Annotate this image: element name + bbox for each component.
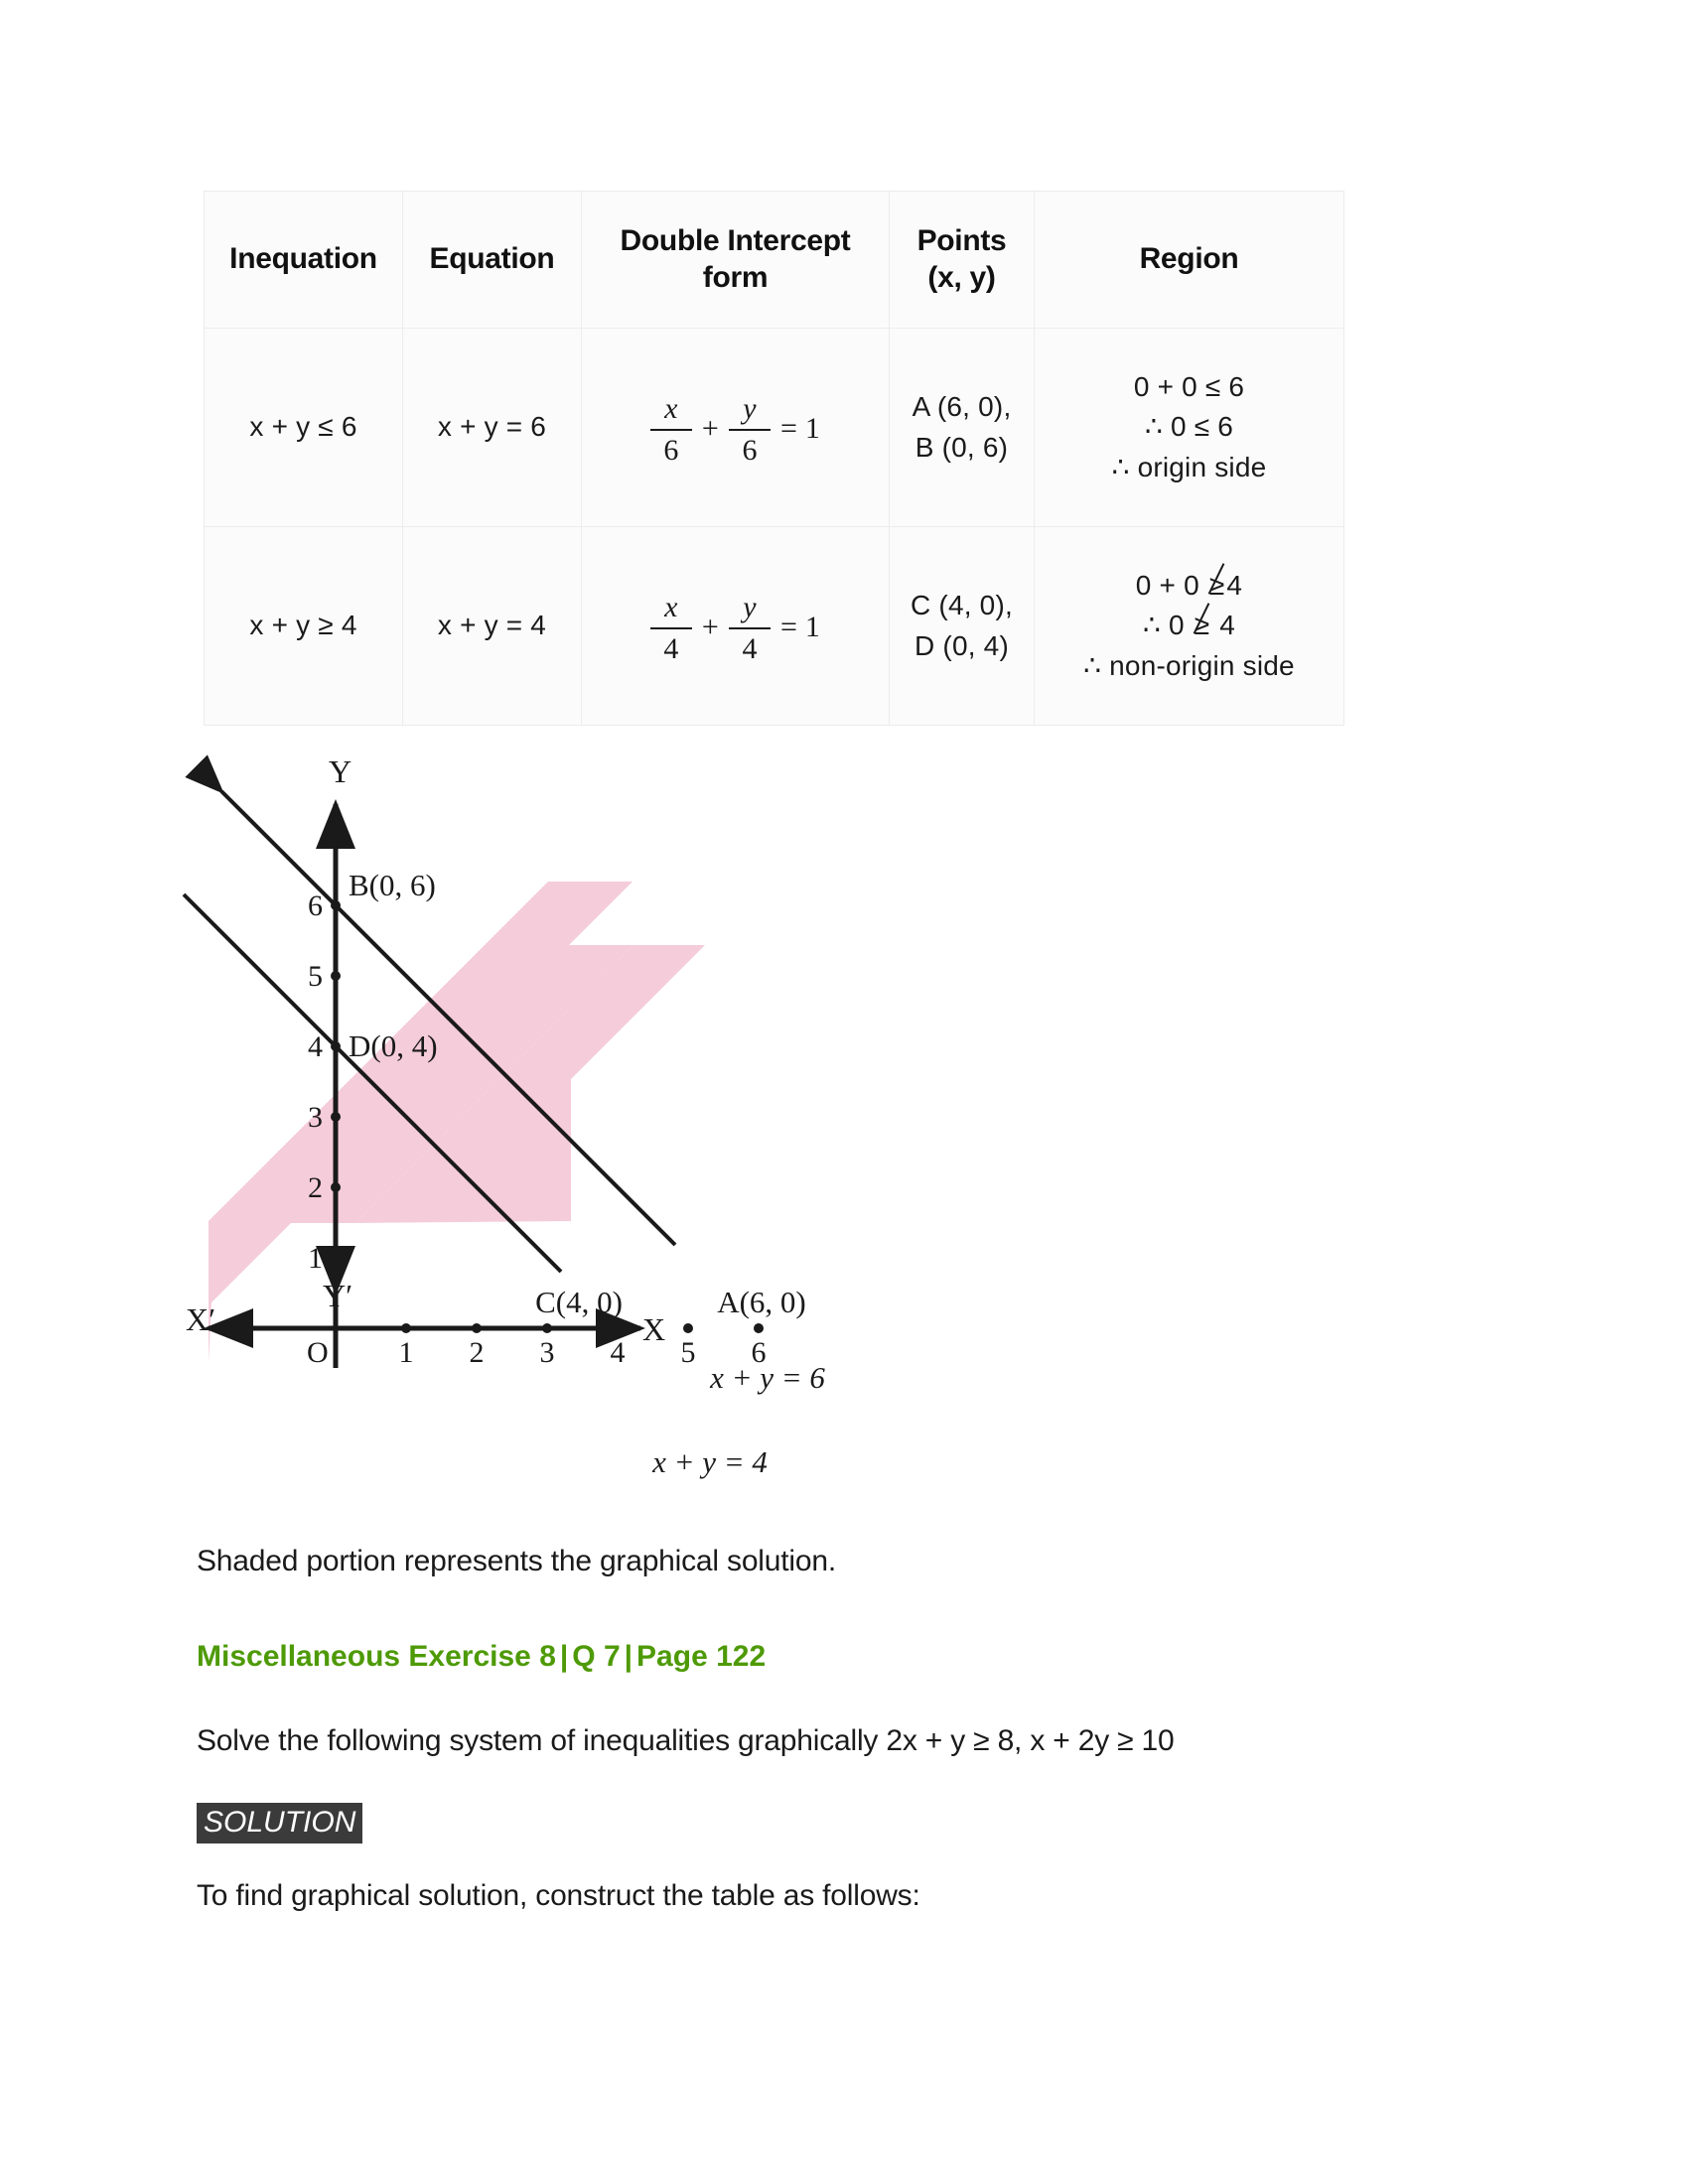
axis-label-y: Y [329,753,352,789]
exercise-heading [197,1640,766,1674]
y-tick-label-4: 4 [308,1030,323,1063]
axis-label-y-prime: Y′ [323,1278,353,1313]
region-text: 0 + 0 [1135,569,1207,601]
cell-inequation-1: x + y ≤ 6 [205,329,403,527]
y-tick-4 [331,1041,341,1051]
x-tick-label-4: 4 [610,1336,626,1369]
region-line-1: 0 + 0 ≤ 6 [1133,370,1245,402]
region-text: 4 [1211,610,1236,641]
cell-double-intercept-2 [582,527,890,726]
relation-symbol: ≥ [1194,610,1210,641]
heading-separator-1: | [559,1640,569,1673]
equals-one: = 1 [780,412,821,446]
plus-operator: + [701,412,720,446]
cell-inequation-2: x + y ≥ 4 [205,527,403,726]
region-text: ∴ 0 [1142,610,1193,641]
x-tick-2 [472,1323,482,1333]
fraction-y-over-6: $\frac{y}{6}$ [729,394,771,466]
fraction-y-over-4: $\frac{y}{4}$ [729,593,771,664]
to-find-text: To find graphical solution, construct the table as follows: [197,1879,920,1912]
axis-label-x-prime: X′ [186,1301,216,1337]
inequation-table [204,191,1344,726]
solution-badge: SOLUTION [197,1803,362,1843]
x-tick-label-1: 1 [398,1336,414,1369]
header-points-line2: (x, y) [927,260,996,294]
region-line-3: ∴ non-origin side [1083,649,1295,681]
point-label-b: B (0, 6) [914,431,1009,463]
shaded-region-group [209,882,705,1363]
point-label-c: C (4, 0), [911,589,1013,620]
cell-equation-2: x + y = 4 [403,527,582,726]
x-tick-1 [401,1323,411,1333]
point-label-D: D(0, 4) [349,1028,438,1063]
cell-points-2 [890,527,1035,726]
point-label-C: C(4, 0) [535,1285,623,1319]
x-tick-label-6: 6 [751,1336,767,1369]
cell-region-2 [1035,527,1344,726]
equals-one: = 1 [780,611,821,644]
region-text: 4 [1226,569,1243,601]
y-tick-2 [331,1182,341,1192]
y-tick-label-3: 3 [308,1101,323,1134]
region-line-1 [1039,566,1339,607]
region-line-3: ∴ origin side [1111,451,1267,482]
header-region: Region [1035,192,1344,329]
header-double-intercept-form [582,192,890,329]
inequation-table-wrapper [204,191,1343,726]
point-label-a: A (6, 0), [912,390,1012,422]
region-line-2: ∴ 0 ≤ 6 [1144,411,1234,443]
point-label-B: B(0, 6) [349,868,436,902]
header-double-intercept-line1: Double Intercept [620,223,851,257]
cell-region-1 [1035,329,1344,527]
cell-points-1 [890,329,1035,527]
fraction-x-over-6: $\frac{x}{6}$ [650,394,692,466]
cell-double-intercept-1 [582,329,890,527]
header-points-line1: Points [916,223,1007,257]
x-tick-label-3: 3 [539,1336,555,1369]
y-tick-6 [331,900,341,910]
y-tick-1 [331,1253,341,1263]
y-tick-label-2: 2 [308,1171,323,1204]
heading-exercise: Miscellaneous Exercise 8 [197,1640,556,1673]
heading-separator-2: | [624,1640,633,1673]
cell-equation-1: x + y = 6 [403,329,582,527]
x-tick-5 [683,1323,693,1333]
fraction-expression-1 [650,394,820,466]
graph-svg [186,753,889,1479]
region-line-2 [1039,606,1339,646]
fraction-x-over-4: $\frac{x}{4}$ [650,593,692,664]
shaded-portion-note: Shaded portion represents the graphical solution. [197,1545,836,1577]
heading-page-number: Page 122 [636,1640,767,1673]
y-tick-3 [331,1112,341,1122]
fraction-expression-2 [650,593,820,664]
header-inequation: Inequation [205,192,403,329]
header-equation: Equation [403,192,582,329]
header-double-intercept-line2: form [702,260,769,294]
axis-label-x: X [642,1311,666,1347]
plus-operator: + [701,611,720,644]
question-text: Solve the following system of inequalities graphically 2x + y ≥ 8, x + 2y ≥ 10 [197,1724,1175,1757]
heading-question-number: Q 7 [572,1640,621,1673]
table-row [205,527,1344,726]
not-greater-equal-icon [1193,606,1212,646]
y-tick-label-6: 6 [308,889,323,922]
header-points [890,192,1035,329]
solution-label-wrapper [197,1803,362,1843]
x-tick-label-2: 2 [469,1336,485,1369]
point-label-A: A(6, 0) [717,1285,806,1319]
table-row [205,329,1344,527]
y-tick-label-5: 5 [308,960,323,993]
x-tick-label-5: 5 [680,1336,696,1369]
line-label-x-plus-y-6: x + y = 6 [710,1360,825,1395]
point-label-d: D (0, 4) [914,629,1009,661]
not-greater-equal-icon [1207,566,1227,607]
line-label-x-plus-y-4: x + y = 4 [652,1444,768,1479]
table-header-row [205,192,1344,329]
y-tick-label-1: 1 [308,1242,323,1275]
x-tick-4 [613,1323,623,1333]
graphical-solution-figure [186,753,889,1479]
relation-symbol: ≥ [1208,569,1225,601]
axis-label-origin: O [307,1336,329,1369]
x-tick-6 [754,1323,764,1333]
y-tick-5 [331,971,341,981]
x-tick-3 [542,1323,552,1333]
